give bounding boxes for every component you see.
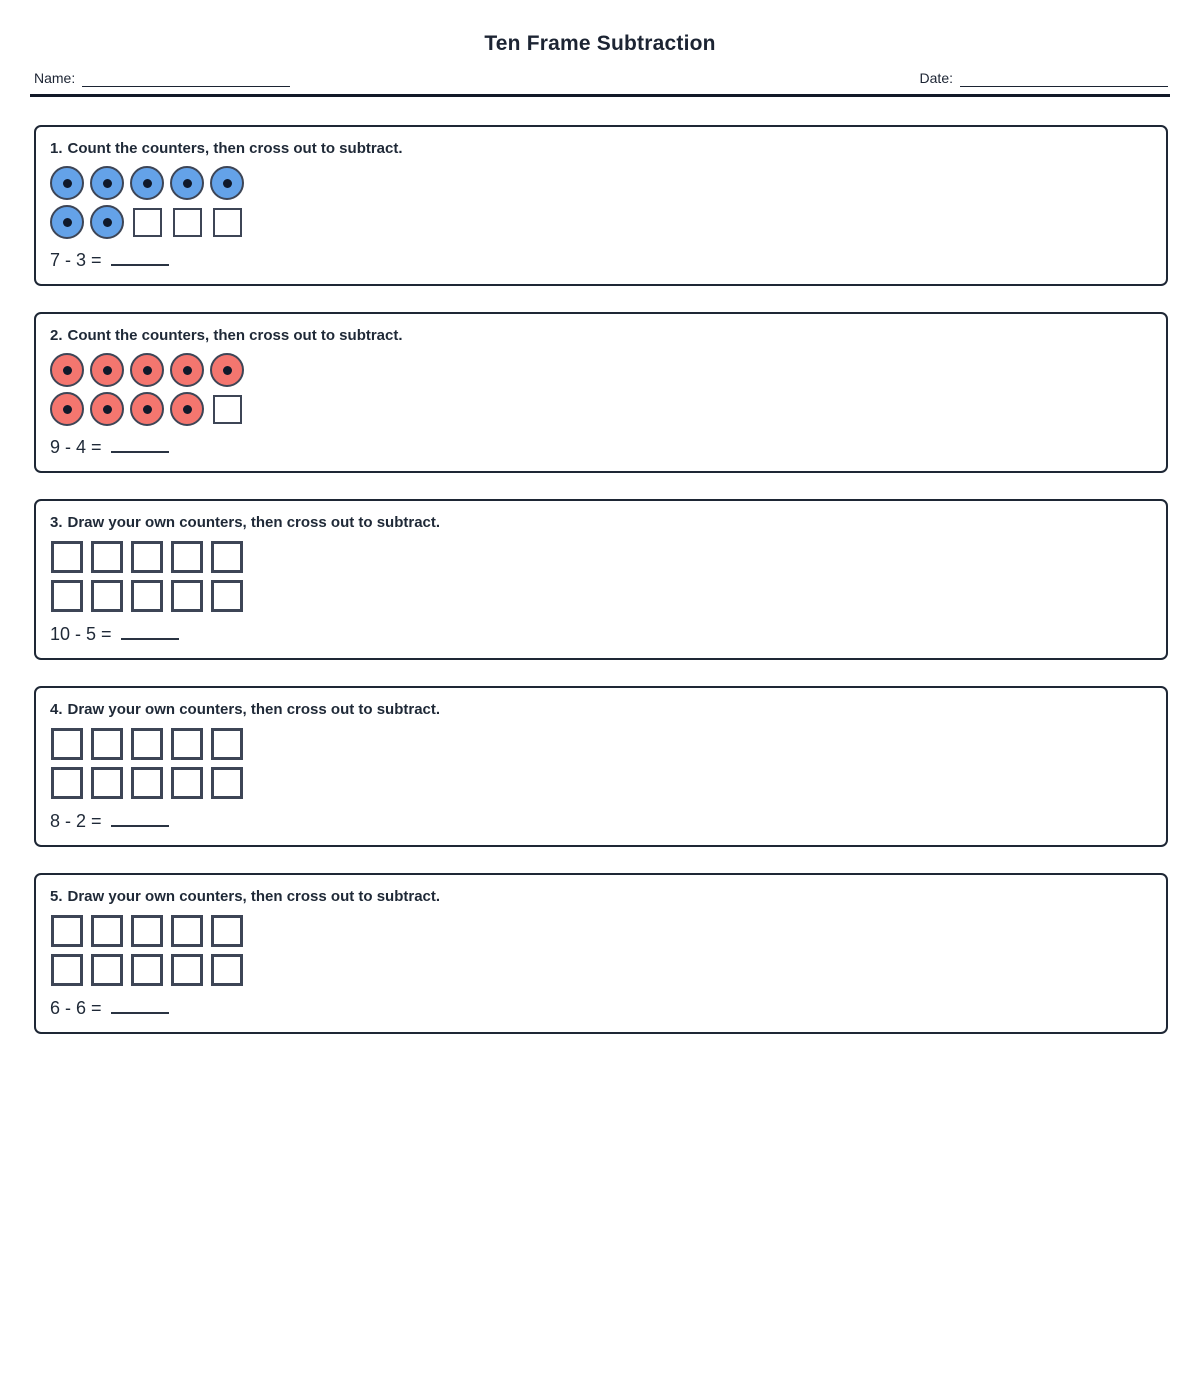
name-field-group	[34, 70, 290, 87]
red-counter[interactable]	[50, 353, 84, 387]
problem-instruction	[50, 140, 1152, 157]
empty-cell-square[interactable]	[171, 541, 203, 573]
problem-number: 4.	[50, 701, 63, 718]
problem-box-5	[34, 873, 1168, 1034]
empty-cell-square[interactable]	[213, 208, 242, 237]
ten-frame	[50, 166, 1152, 239]
frame-cell	[50, 727, 84, 761]
frame-cell	[90, 353, 124, 387]
empty-cell-square[interactable]	[51, 954, 83, 986]
red-counter[interactable]	[130, 392, 164, 426]
frame-cell	[170, 579, 204, 613]
frame-cell	[50, 579, 84, 613]
frame-cell	[210, 766, 244, 800]
empty-cell-square[interactable]	[131, 767, 163, 799]
empty-cell-square[interactable]	[131, 954, 163, 986]
page-title: Ten Frame Subtraction	[484, 32, 716, 55]
equation-row	[50, 998, 1152, 1019]
counter-dot	[183, 405, 192, 414]
ten-frame	[50, 727, 1152, 800]
problem-instruction	[50, 514, 1152, 531]
empty-cell-square[interactable]	[171, 580, 203, 612]
problem-number: 2.	[50, 327, 63, 344]
problem-box-1	[34, 125, 1168, 286]
equation-text: 10 - 5 =	[50, 624, 112, 644]
frame-cell	[90, 392, 124, 426]
frame-cell	[210, 953, 244, 987]
answer-blank[interactable]	[121, 625, 179, 640]
frame-cell	[170, 727, 204, 761]
frame-cell	[210, 392, 244, 426]
frame-cell	[170, 392, 204, 426]
counter-dot	[223, 366, 232, 375]
frame-cell	[210, 353, 244, 387]
counter-dot	[103, 218, 112, 227]
frame-cell	[130, 540, 164, 574]
frame-cell	[50, 392, 84, 426]
counter-dot	[183, 179, 192, 188]
empty-cell-square[interactable]	[133, 208, 162, 237]
empty-cell-square[interactable]	[131, 580, 163, 612]
empty-cell-square[interactable]	[211, 728, 243, 760]
frame-cell	[210, 205, 244, 239]
ten-frame	[50, 914, 1152, 987]
frame-cell	[210, 166, 244, 200]
frame-cell	[170, 205, 204, 239]
frame-cell	[170, 353, 204, 387]
frame-cell	[130, 205, 164, 239]
empty-cell-square[interactable]	[91, 915, 123, 947]
frame-cell	[130, 392, 164, 426]
empty-cell-square[interactable]	[51, 728, 83, 760]
frame-cell	[90, 953, 124, 987]
empty-cell-square[interactable]	[131, 915, 163, 947]
frame-cell	[50, 953, 84, 987]
empty-cell-square[interactable]	[171, 767, 203, 799]
frame-cell	[50, 766, 84, 800]
frame-cell	[170, 953, 204, 987]
blue-counter[interactable]	[50, 205, 84, 239]
red-counter[interactable]	[90, 392, 124, 426]
frame-cell	[130, 353, 164, 387]
name-label: Name:	[34, 70, 76, 86]
frame-cell	[210, 579, 244, 613]
counter-dot	[63, 218, 72, 227]
empty-cell-square[interactable]	[91, 728, 123, 760]
frame-cell	[170, 766, 204, 800]
frame-cell	[50, 205, 84, 239]
frame-cell	[130, 766, 164, 800]
counter-dot	[143, 366, 152, 375]
red-counter[interactable]	[50, 392, 84, 426]
empty-cell-square[interactable]	[51, 915, 83, 947]
equation-text: 6 - 6 =	[50, 998, 102, 1018]
counter-dot	[63, 179, 72, 188]
date-input-line[interactable]	[960, 72, 1168, 87]
frame-cell	[90, 205, 124, 239]
empty-cell-square[interactable]	[211, 580, 243, 612]
problem-instruction	[50, 327, 1152, 344]
blue-counter[interactable]	[90, 205, 124, 239]
counter-dot	[103, 405, 112, 414]
frame-cell	[130, 579, 164, 613]
blue-counter[interactable]	[170, 166, 204, 200]
empty-cell-square[interactable]	[131, 728, 163, 760]
name-input-line[interactable]	[82, 72, 290, 87]
counter-dot	[143, 405, 152, 414]
empty-cell-square[interactable]	[91, 954, 123, 986]
counter-dot	[63, 405, 72, 414]
frame-cell	[50, 540, 84, 574]
frame-cell	[210, 914, 244, 948]
problem-instruction	[50, 701, 1152, 718]
counter-dot	[103, 179, 112, 188]
problem-instruction-text: Draw your own counters, then cross out to subtract.	[67, 888, 441, 905]
problem-instruction-text: Draw your own counters, then cross out to subtract.	[67, 701, 441, 718]
counter-dot	[63, 366, 72, 375]
problems-list	[0, 125, 1200, 1034]
problem-instruction-text: Draw your own counters, then cross out to subtract.	[67, 514, 441, 531]
equation-text: 8 - 2 =	[50, 811, 102, 831]
counter-dot	[103, 366, 112, 375]
blue-counter[interactable]	[130, 166, 164, 200]
frame-cell	[50, 166, 84, 200]
answer-blank[interactable]	[111, 251, 169, 266]
empty-cell-square[interactable]	[173, 208, 202, 237]
empty-cell-square[interactable]	[91, 580, 123, 612]
red-counter[interactable]	[90, 353, 124, 387]
problem-instruction	[50, 888, 1152, 905]
answer-blank[interactable]	[111, 812, 169, 827]
red-counter[interactable]	[170, 392, 204, 426]
problem-number: 5.	[50, 888, 63, 905]
answer-blank[interactable]	[111, 438, 169, 453]
blue-counter[interactable]	[50, 166, 84, 200]
header-divider	[30, 94, 1170, 97]
red-counter[interactable]	[210, 353, 244, 387]
frame-cell	[90, 540, 124, 574]
problem-number: 1.	[50, 140, 63, 157]
empty-cell-square[interactable]	[211, 915, 243, 947]
problem-number: 3.	[50, 514, 63, 531]
equation-row	[50, 250, 1152, 271]
frame-cell	[170, 166, 204, 200]
empty-cell-square[interactable]	[213, 395, 242, 424]
counter-dot	[223, 179, 232, 188]
empty-cell-square[interactable]	[171, 915, 203, 947]
blue-counter[interactable]	[210, 166, 244, 200]
problem-box-3	[34, 499, 1168, 660]
name-date-row	[34, 70, 1168, 87]
frame-cell	[90, 914, 124, 948]
date-label: Date:	[919, 70, 953, 86]
empty-cell-square[interactable]	[211, 541, 243, 573]
problem-box-2	[34, 312, 1168, 473]
frame-cell	[170, 914, 204, 948]
equation-text: 7 - 3 =	[50, 250, 102, 270]
equation-row	[50, 624, 1152, 645]
blue-counter[interactable]	[90, 166, 124, 200]
answer-blank[interactable]	[111, 999, 169, 1014]
empty-cell-square[interactable]	[171, 728, 203, 760]
frame-cell	[130, 914, 164, 948]
empty-cell-square[interactable]	[211, 767, 243, 799]
ten-frame	[50, 540, 1152, 613]
red-counter[interactable]	[130, 353, 164, 387]
frame-cell	[170, 540, 204, 574]
empty-cell-square[interactable]	[51, 767, 83, 799]
frame-cell	[90, 579, 124, 613]
frame-cell	[50, 353, 84, 387]
empty-cell-square[interactable]	[91, 541, 123, 573]
frame-cell	[130, 166, 164, 200]
frame-cell	[90, 166, 124, 200]
frame-cell	[50, 914, 84, 948]
counter-dot	[183, 366, 192, 375]
ten-frame	[50, 353, 1152, 426]
red-counter[interactable]	[170, 353, 204, 387]
problem-instruction-text: Count the counters, then cross out to subtract.	[67, 140, 403, 157]
empty-cell-square[interactable]	[211, 954, 243, 986]
frame-cell	[90, 727, 124, 761]
empty-cell-square[interactable]	[51, 541, 83, 573]
equation-row	[50, 437, 1152, 458]
empty-cell-square[interactable]	[171, 954, 203, 986]
problem-box-4	[34, 686, 1168, 847]
empty-cell-square[interactable]	[51, 580, 83, 612]
equation-row	[50, 811, 1152, 832]
frame-cell	[90, 766, 124, 800]
problem-instruction-text: Count the counters, then cross out to subtract.	[67, 327, 403, 344]
counter-dot	[143, 179, 152, 188]
frame-cell	[210, 540, 244, 574]
equation-text: 9 - 4 =	[50, 437, 102, 457]
frame-cell	[210, 727, 244, 761]
empty-cell-square[interactable]	[91, 767, 123, 799]
date-field-group	[920, 70, 1168, 87]
frame-cell	[130, 727, 164, 761]
empty-cell-square[interactable]	[131, 541, 163, 573]
frame-cell	[130, 953, 164, 987]
